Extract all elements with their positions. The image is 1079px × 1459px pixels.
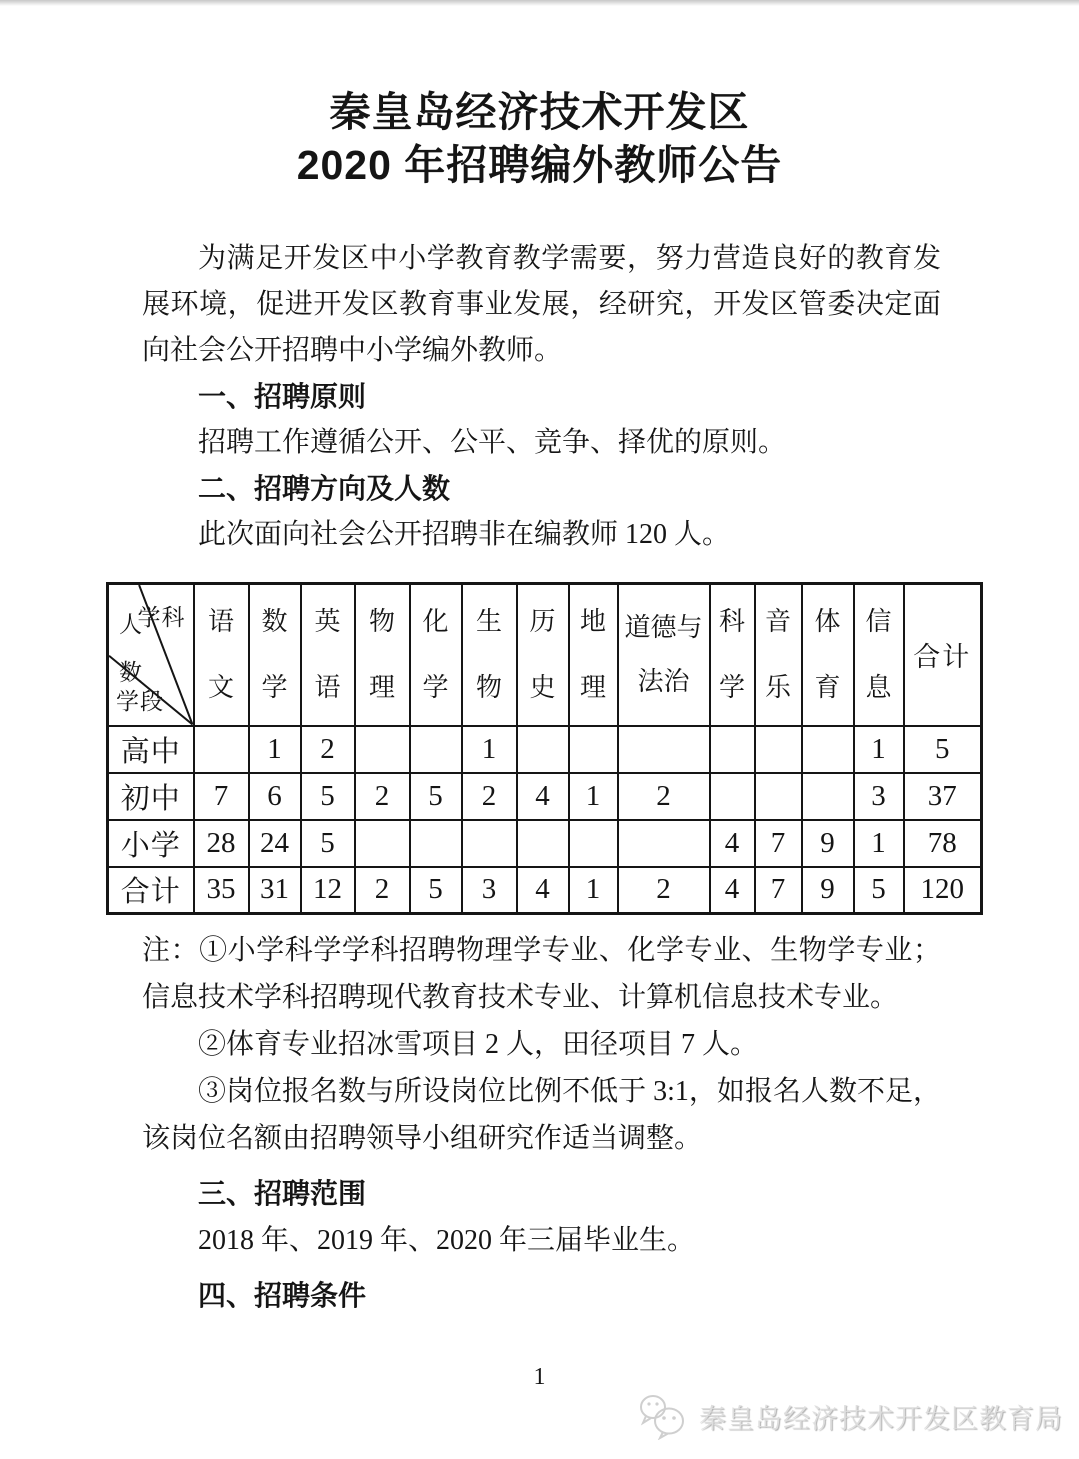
row-label: 初中 [108, 773, 194, 820]
table-cell: 2 [618, 773, 710, 820]
table-cell: 5 [301, 820, 355, 867]
column-header-label: 科学 [718, 606, 745, 702]
table-column-header [618, 584, 710, 726]
table-cell [755, 773, 802, 820]
table-cell: 2 [618, 867, 710, 914]
table-cell: 7 [194, 773, 249, 820]
watermark-text: 秦皇岛经济技术开发区教育局 [699, 1403, 1063, 1434]
page-number: 1 [533, 1364, 546, 1390]
column-header-label: 物理 [368, 606, 395, 702]
table-column-header [194, 584, 249, 726]
notes-block [142, 927, 941, 1319]
section-1-heading: 一、招聘原则 [198, 381, 367, 412]
table-cell [410, 726, 462, 773]
row-label: 高中 [108, 726, 194, 773]
column-header-label: 数学 [261, 606, 288, 702]
note-1: 注：①小学科学学科招聘物理学专业、化学专业、生物学专业；信息技术学科招聘现代教育技术专业、计算机信息技术专业。 [142, 935, 941, 1013]
table-cell [802, 773, 854, 820]
table-cell [710, 726, 755, 773]
table-cell: 1 [569, 867, 618, 914]
table-row [108, 773, 982, 820]
table-cell: 4 [710, 820, 755, 867]
table-cell: 12 [301, 867, 355, 914]
column-header-label: 地理 [579, 606, 606, 702]
table-column-header [249, 584, 301, 726]
table-column-header [410, 584, 462, 726]
section-4-heading: 四、招聘条件 [198, 1280, 367, 1311]
table-cell: 28 [194, 820, 249, 867]
table-corner-cell [108, 584, 194, 726]
table-column-header [710, 584, 755, 726]
table-column-header [755, 584, 802, 726]
section-3-body: 2018 年、2019 年、2020 年三届毕业生。 [198, 1225, 696, 1256]
table-row [108, 820, 982, 867]
section-1-body: 招聘工作遵循公开、公平、竞争、择优的原则。 [198, 427, 787, 458]
table-cell: 1 [462, 726, 517, 773]
column-header-label: 信息 [865, 606, 892, 702]
table-cell: 31 [249, 867, 301, 914]
table-cell: 24 [249, 820, 301, 867]
table-cell: 5 [410, 867, 462, 914]
table-cell: 5 [301, 773, 355, 820]
table-cell: 1 [569, 773, 618, 820]
recruitment-positions-table [106, 582, 983, 915]
table-cell [618, 820, 710, 867]
table-cell [462, 820, 517, 867]
note-3: ③岗位报名数与所设岗位比例不低于 3:1，如报名人数不足，该岗位名额由招聘领导小组研究作适当调整。 [142, 1076, 941, 1154]
table-cell: 78 [904, 820, 982, 867]
table-cell: 2 [355, 773, 410, 820]
table-column-header [355, 584, 410, 726]
table-cell [569, 726, 618, 773]
table-cell: 7 [755, 820, 802, 867]
table-cell [410, 820, 462, 867]
table-cell: 5 [410, 773, 462, 820]
table-column-header [462, 584, 517, 726]
note-2: ②体育专业招冰雪项目 2 人，田径项目 7 人。 [198, 1029, 759, 1060]
watermark [637, 1392, 1063, 1440]
section-2-heading: 二、招聘方向及人数 [198, 473, 451, 504]
table-cell: 4 [710, 867, 755, 914]
table-cell: 120 [904, 867, 982, 914]
corner-label-subject: 学科 [137, 605, 186, 630]
table-cell [355, 726, 410, 773]
table-column-header [301, 584, 355, 726]
title-line-2: 2020 年招聘编外教师公告 [296, 142, 783, 188]
section-3-heading: 三、招聘范围 [198, 1178, 367, 1209]
column-header-label: 体育 [814, 606, 841, 702]
table-cell [618, 726, 710, 773]
intro-paragraph: 为满足开发区中小学教育教学需要，努力营造良好的教育发展环境，促进开发区教育事业发展，经研究，开发区管委决定面向社会公开招聘中小学编外教师。 [142, 243, 941, 366]
body-text-block [142, 236, 941, 558]
table-column-header: 合计 [904, 584, 982, 726]
column-header-label: 英语 [314, 606, 341, 702]
table-cell: 2 [301, 726, 355, 773]
table-cell: 9 [802, 820, 854, 867]
table-column-header [569, 584, 618, 726]
table-row [108, 867, 982, 914]
table-column-header [517, 584, 569, 726]
table-cell [710, 773, 755, 820]
table-cell: 9 [802, 867, 854, 914]
table-cell: 2 [462, 773, 517, 820]
table-cell: 1 [249, 726, 301, 773]
table-cell: 1 [854, 726, 904, 773]
table-cell [194, 726, 249, 773]
document-title [0, 0, 1079, 192]
table-cell: 3 [462, 867, 517, 914]
column-header-label: 音乐 [764, 606, 791, 702]
table-cell: 4 [517, 867, 569, 914]
column-header-label: 历史 [529, 606, 556, 702]
section-2-body: 此次面向社会公开招聘非在编教师 120 人。 [198, 519, 731, 550]
corner-label-count: 人数 [119, 612, 142, 685]
column-header-label: 语文 [207, 606, 234, 702]
corner-label-stage: 学段 [116, 688, 164, 714]
table-cell [569, 820, 618, 867]
table-cell: 6 [249, 773, 301, 820]
column-header-label: 道德与法治 [624, 612, 703, 696]
table-cell: 5 [854, 867, 904, 914]
row-label: 合计 [108, 867, 194, 914]
table-cell [802, 726, 854, 773]
title-line-1: 秦皇岛经济技术开发区 [329, 89, 750, 135]
table-cell: 7 [755, 867, 802, 914]
table-cell [517, 726, 569, 773]
table-cell: 35 [194, 867, 249, 914]
column-header-label: 生物 [475, 606, 502, 702]
table-row [108, 726, 982, 773]
wechat-icon [637, 1392, 689, 1440]
table-cell [755, 726, 802, 773]
table-header-row [108, 584, 982, 726]
table-cell: 3 [854, 773, 904, 820]
table-column-header [854, 584, 904, 726]
table-cell: 5 [904, 726, 982, 773]
table-cell: 4 [517, 773, 569, 820]
table-column-header [802, 584, 854, 726]
column-header-label: 化学 [422, 606, 449, 702]
scan-edge-artifact [0, 0, 1079, 6]
row-label: 小学 [108, 820, 194, 867]
table-cell [517, 820, 569, 867]
table-cell: 1 [854, 820, 904, 867]
table-cell: 37 [904, 773, 982, 820]
table-cell [355, 820, 410, 867]
table-cell: 2 [355, 867, 410, 914]
